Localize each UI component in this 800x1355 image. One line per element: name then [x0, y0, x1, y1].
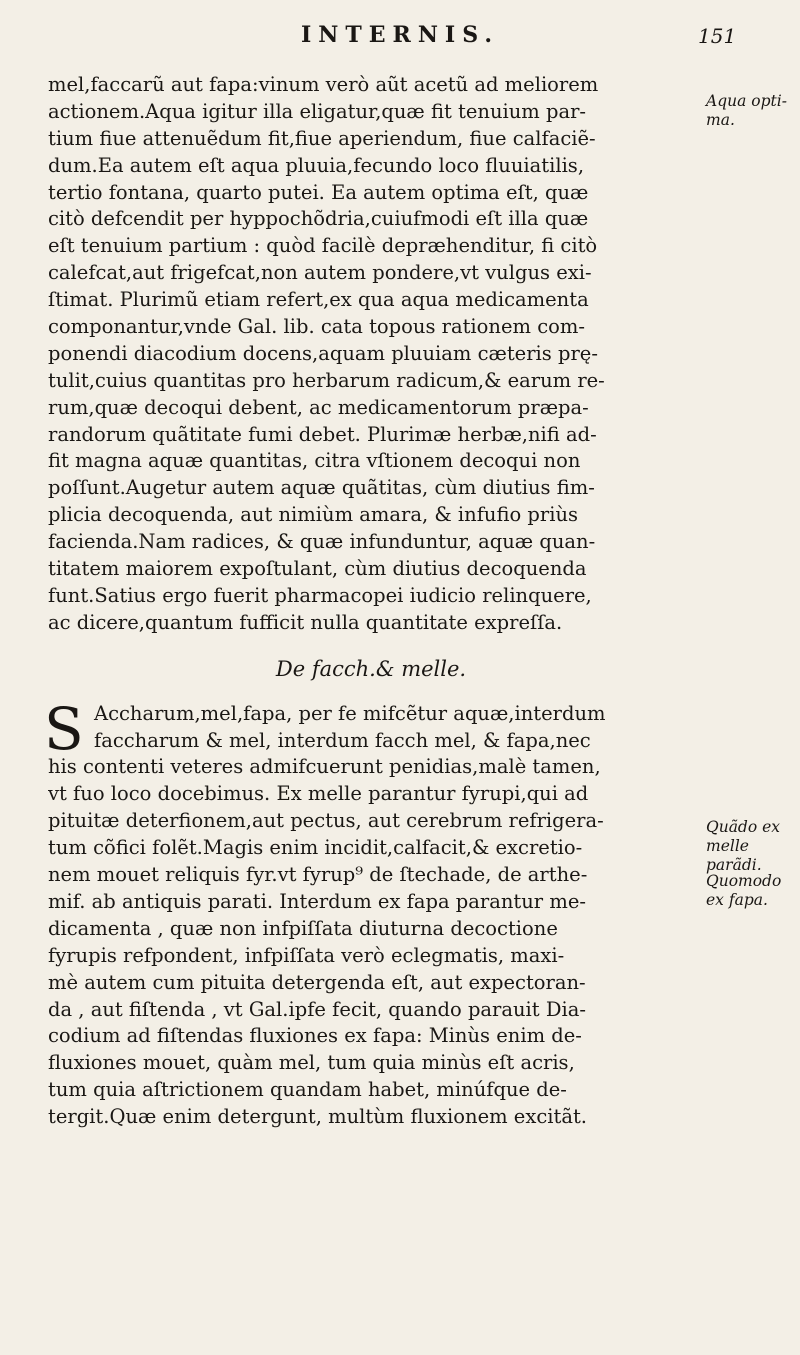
drop-cap: S [44, 694, 84, 763]
text-line: tum cõfici folẽt.Magis enim incidit,calfacit,& excretio- [48, 836, 583, 860]
text-line: calefcat,aut frigefcat,non autem pondere,vt vulgus exi- [48, 261, 592, 285]
text-line: faccharum & mel, interdum facch mel, & fapa,nec [94, 728, 591, 752]
text-line: Accharum,mel,fapa, per fe mifcẽtur aquæ,interdum [94, 701, 606, 725]
text-line: his contenti veteres admifcuerunt penidias,malè tamen, [48, 755, 601, 779]
text-line: actionem.Aqua igitur illa eligatur,quæ fit tenuium par- [48, 99, 587, 123]
text-line: fyrupis refpondent, infpiſſata verò eclegmatis, maxi- [48, 943, 565, 967]
body-text [44, 72, 694, 1131]
text-line: da , aut fiſtenda , vt Gal.ipfe fecit, quando parauit Dia- [48, 997, 586, 1021]
text-line: mel,faccarũ aut fapa:vinum verò aũt acetũ ad meliorem [48, 73, 599, 96]
paragraph-aqua [48, 72, 694, 637]
text-line: facienda.Nam radices, & quæ infunduntur, aquæ quan- [48, 530, 596, 554]
section-heading: De facch.& melle. [275, 656, 467, 681]
text-line: tium fiue attenuẽdum fit,fiue aperiendum, fiue calfaciẽ- [48, 126, 596, 150]
text-line: vt fuo loco docebimus. Ex melle parantur fyrupi,qui ad [48, 782, 589, 806]
text-line: fit magna aquæ quantitas, citra vſtionem decoqui non [48, 449, 581, 473]
text-line: tum quia aſtrictionem quandam habet, minúfque de- [48, 1078, 567, 1102]
text-line: mè autem cum pituita detergenda eſt, aut expectoran- [48, 970, 586, 994]
running-head: INTERNIS. [301, 22, 499, 48]
text-line: ac dicere,quantum fufficit nulla quantitate expreſſa. [48, 610, 563, 634]
text-line: tergit.Quæ enim detergunt, multùm fluxionem excitãt. [48, 1105, 587, 1129]
margin-note-melle: Quãdo ex melle parãdi. [706, 818, 781, 874]
page-number: 151 [698, 24, 737, 48]
text-line: ponendi diacodium docens,aquam pluuiam cæteris prę- [48, 341, 598, 365]
text-line: codium ad fiſtendas fluxiones ex fapa: Minùs enim de- [48, 1024, 582, 1048]
text-line: tertio fontana, quarto putei. Ea autem optima eſt, quæ [48, 180, 589, 204]
text-line: funt.Satius ergo fuerit pharmacopei iudicio relinquere, [48, 583, 592, 607]
text-line: pituitæ deterfionem,aut pectus, aut cerebrum refrigera- [48, 809, 604, 833]
text-line: dicamenta , quæ non infpiſſata diuturna decoctione [48, 916, 558, 940]
margin-note-sapa: Quomodo ex fapa. [706, 872, 782, 909]
text-line: tulit,cuius quantitas pro herbarum radicum,& earum re- [48, 368, 605, 392]
page-header [0, 22, 800, 62]
text-line: titatem maiorem expoſtulant, cùm diutius decoquenda [48, 557, 587, 581]
text-line: mif. ab antiquis parati. Interdum ex fapa parantur me- [48, 889, 586, 913]
text-line: citò defcendit per hyppochõdria,cuiufmodi eſt illa quæ [48, 207, 589, 231]
text-line: poſſunt.Augetur autem aquæ quãtitas, cùm diutius fim- [48, 476, 595, 500]
paragraph-saccharum [44, 694, 694, 1131]
text-line: dum.Ea autem eſt aqua pluuia,fecundo loco fluuiatilis, [48, 153, 585, 177]
text-line: fluxiones mouet, quàm mel, tum quia minùs eſt acris, [48, 1051, 575, 1075]
text-line: componantur,vnde Gal. lib. cata topous rationem com- [48, 315, 585, 339]
text-line: eſt tenuium partium : quòd facilè depræhenditur, fi citò [48, 234, 598, 258]
text-line: randorum quãtitate fumi debet. Plurimæ herbæ,nifi ad- [48, 422, 597, 446]
text-line: plicia decoquenda, aut nimiùm amara, & infufio priùs [48, 503, 579, 527]
text-line: rum,quæ decoqui debent, ac medicamentorum præpa- [48, 395, 589, 419]
text-line: nem mouet reliquis fyr.vt fyrup⁹ de ſtechade, de arthe- [48, 863, 588, 887]
margin-note-aqua: Aqua opti-ma. [706, 92, 787, 129]
text-line: ſtimat. Plurimũ etiam refert,ex qua aqua medicamenta [48, 288, 589, 312]
